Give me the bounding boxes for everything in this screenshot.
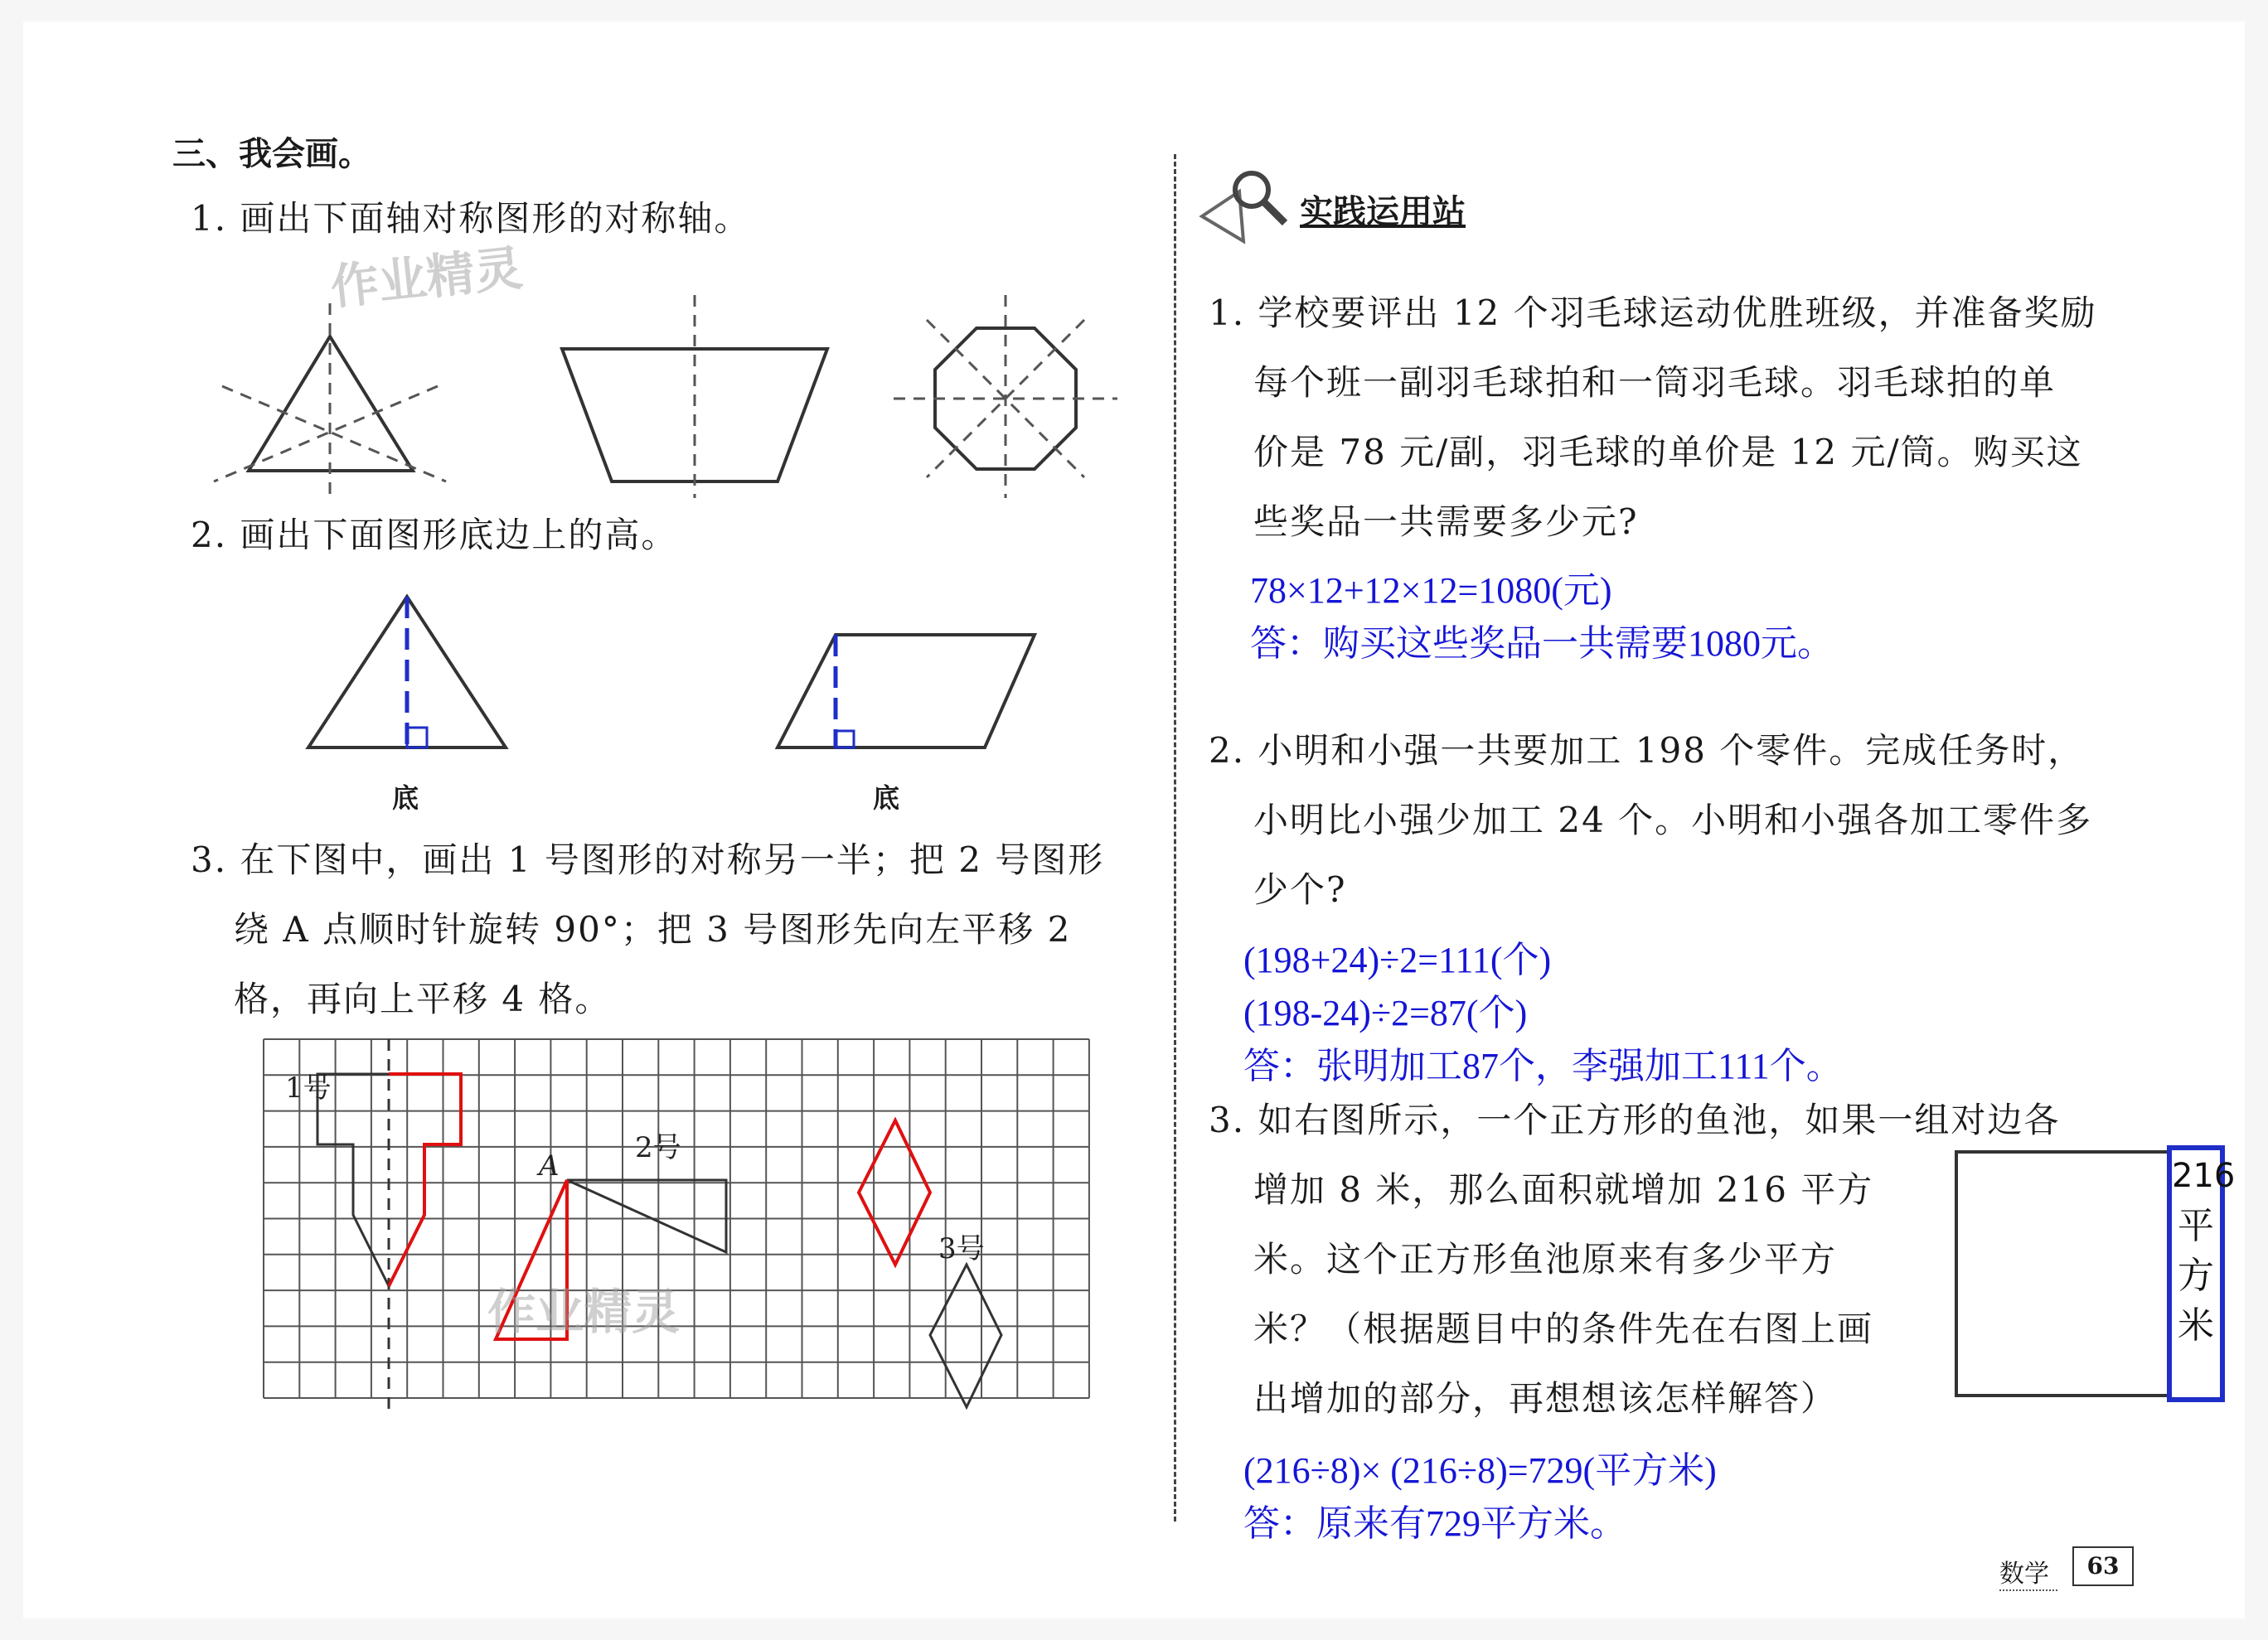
label-shape-1: 1号 xyxy=(285,1072,332,1105)
added-area-strip xyxy=(2167,1145,2236,1402)
problem-1-line-2: 每个班一副羽毛球拍和一筒羽毛球。羽毛球拍的单 xyxy=(1253,362,2057,403)
answer-1-text: 答：购买这些奖品一共需要1080元。 xyxy=(1250,623,1834,664)
added-area-number: 216 xyxy=(2172,1157,2236,1195)
added-area-char-1: 平 xyxy=(2178,1205,2214,1247)
q1-octagon-figure xyxy=(877,278,1126,502)
base-label-parallelogram: 底 xyxy=(873,782,900,814)
shape-2-original xyxy=(567,1180,726,1252)
section-title: 三、我会画。 xyxy=(172,135,371,173)
question-1: 1. 画出下面轴对称图形的对称轴。 xyxy=(191,198,751,239)
answer-1-formula: 78×12+12×12=1080(元) xyxy=(1250,570,1612,611)
problem-3-line-3: 米。这个正方形鱼池原来有多少平方 xyxy=(1253,1239,1838,1280)
q2-parallelogram-figure xyxy=(753,618,1051,776)
question-3-line-1: 3. 在下图中，画出 1 号图形的对称另一半；把 2 号图形 xyxy=(191,839,1105,880)
problem-3-line-4: 米？（根据题目中的条件先在右图上画 xyxy=(1253,1309,1874,1349)
problem-2-line-2: 小明比小强少加工 24 个。小明和小强各加工零件多 xyxy=(1253,800,2093,840)
problem-3-line-5: 出增加的部分，再想想该怎样解答） xyxy=(1253,1378,1838,1419)
problem-2-line-3: 少个? xyxy=(1253,869,1347,910)
answer-2-formula-2: (198-24)÷2=87(个) xyxy=(1243,993,1528,1033)
pond-square-figure xyxy=(1955,1150,2203,1397)
added-area-char-3: 米 xyxy=(2178,1304,2214,1347)
question-3-line-2: 绕 A 点顺时针旋转 90°；把 3 号图形先向左平移 2 xyxy=(234,909,1072,950)
page-number: 63 xyxy=(2072,1546,2134,1586)
q1-triangle-figure xyxy=(214,278,479,502)
section-header: 实践运用站 xyxy=(1300,193,1466,231)
problem-1-line-3: 价是 78 元/副，羽毛球的单价是 12 元/筒。购买这 xyxy=(1253,432,2083,472)
problem-2-line-1: 2. 小明和小强一共要加工 198 个零件。完成任务时， xyxy=(1209,730,2085,771)
problem-3-line-2: 增加 8 米，那么面积就增加 216 平方 xyxy=(1253,1169,1874,1210)
answer-2-text: 答：张明加工87个，李强加工111个。 xyxy=(1243,1046,1843,1086)
watermark: 作业精灵 xyxy=(327,239,526,316)
label-shape-3: 3号 xyxy=(938,1232,985,1265)
magnifier-icon xyxy=(1194,158,1310,249)
column-divider xyxy=(1174,154,1176,1521)
q3-grid-figure xyxy=(245,1024,1107,1414)
answer-3-formula: (216÷8)× (216÷8)=729(平方米) xyxy=(1243,1450,1717,1491)
question-3-line-3: 格，再向上平移 4 格。 xyxy=(234,979,612,1019)
label-shape-2: 2号 xyxy=(635,1131,681,1164)
footer-subject: 数学 xyxy=(1999,1553,2057,1591)
problem-3-line-1: 3. 如右图所示，一个正方形的鱼池，如果一组对边各 xyxy=(1209,1100,2061,1140)
base-label-triangle: 底 xyxy=(392,782,419,814)
problem-1-line-1: 1. 学校要评出 12 个羽毛球运动优胜班级，并准备奖励 xyxy=(1209,293,2097,333)
answer-3-text: 答：原来有729平方米。 xyxy=(1243,1503,1626,1544)
q1-trapezoid-figure xyxy=(537,278,852,502)
shape-3-original xyxy=(930,1265,1001,1407)
grid-lines xyxy=(264,1039,1089,1398)
question-2: 2. 画出下面图形底边上的高。 xyxy=(191,515,678,555)
watermark-2: 作业精灵 xyxy=(487,1284,681,1340)
added-area-char-2: 方 xyxy=(2178,1255,2214,1297)
q2-triangle-figure xyxy=(288,585,529,776)
answer-2-formula-1: (198+24)÷2=111(个) xyxy=(1243,940,1552,980)
label-point-a: A xyxy=(539,1149,560,1183)
problem-1-line-4: 些奖品一共需要多少元? xyxy=(1253,501,1639,542)
shape-3-translated xyxy=(859,1120,930,1265)
workbook-page xyxy=(23,22,2245,1618)
